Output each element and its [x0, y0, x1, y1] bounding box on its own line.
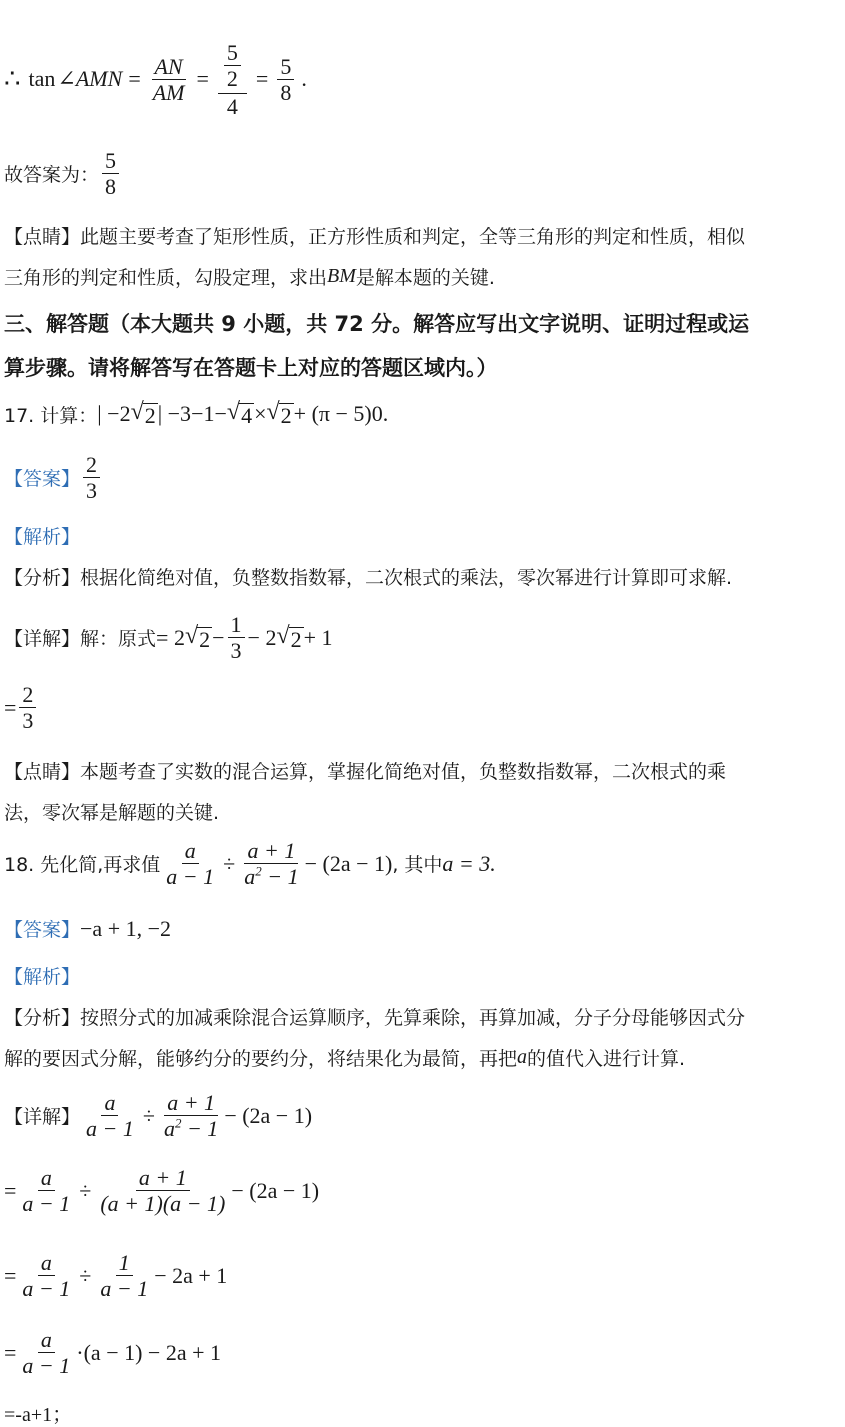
dianjing-tag: 【点睛】: [4, 761, 81, 783]
an-am-fraction: [150, 54, 188, 106]
four-denominator: 4: [226, 93, 238, 119]
therefore-symbol: ∴: [4, 64, 21, 94]
sqrt-4: √ 4: [226, 399, 253, 428]
q18-stem: [4, 838, 496, 890]
denominator: [161, 1116, 221, 1141]
answer-fraction: [102, 148, 119, 200]
numerator: a: [38, 1327, 55, 1353]
sqrt-2: √ 2: [266, 399, 292, 428]
q18-step5: =-a+1；: [4, 1404, 73, 1426]
xiangjie-tag: 【详解】: [4, 628, 81, 651]
a-over-a-minus-1: [19, 1327, 73, 1379]
numerator: 1: [116, 1250, 133, 1276]
equals: =: [196, 66, 209, 92]
q18-step4: [4, 1327, 221, 1379]
angle-text: ∠AMN: [57, 66, 123, 92]
dianjing-text: 本题考查了实数的混合运算，掌握化简绝对值，负整数指数幂，二次根式的乘: [80, 761, 727, 783]
sqrt-2: √ 2: [276, 622, 302, 652]
answer-line: [4, 148, 122, 200]
question-number: 17. 计算：: [4, 404, 98, 427]
numerator: a + 1: [244, 838, 298, 864]
section-heading-line1: 三、解答题（本大题共 9 小题，共 72 分。解答应写出文字说明、证明过程或运: [4, 312, 750, 336]
variable-a: a: [517, 1046, 528, 1068]
math-text: ·(a − 1) − 2a + 1: [76, 1339, 222, 1365]
exponent: 2: [174, 1115, 182, 1131]
exponent: 2: [255, 863, 262, 879]
denominator: 3: [230, 638, 242, 664]
denominator: 8: [105, 174, 117, 200]
radicand: 2: [280, 403, 292, 428]
q17-dianjing-line2: 法，零次幂是解题的关键.: [4, 802, 220, 824]
denominator: 2: [226, 66, 238, 92]
q18-step2: [4, 1165, 319, 1217]
fenxi-text: 解的要因式分解，能够约分的要约分，将结果化为最简，再把: [4, 1048, 518, 1070]
numerator: a: [101, 1090, 118, 1116]
result-fraction: [277, 54, 294, 106]
dianjing-text: 三角形的判定和性质，勾股定理，求出: [4, 267, 328, 289]
sqrt-2: √ 2: [130, 399, 156, 428]
condition: a = 3.: [442, 850, 496, 876]
tan-text: tan: [28, 66, 56, 92]
tail: − 1: [261, 864, 299, 890]
a-over-a-minus-1: [163, 838, 217, 890]
inner-fraction: [218, 40, 247, 94]
period: .: [382, 401, 389, 427]
numerator: 1: [228, 612, 245, 638]
answer-tag: 【答案】: [4, 919, 81, 941]
math-text: − 2: [247, 624, 277, 650]
q17-dianjing-line1: [4, 757, 726, 784]
denominator: a − 1: [100, 1276, 149, 1302]
bm-symbol: BM: [327, 265, 356, 287]
numerator: a: [38, 1250, 55, 1276]
answer-text: −a + 1, −2: [80, 915, 172, 941]
period: .: [301, 66, 307, 92]
sqrt-2: √ 2: [184, 622, 211, 652]
q18-answer: [4, 915, 171, 942]
math-text: | −2: [97, 401, 131, 427]
equals: =: [255, 66, 269, 92]
denominator: 8: [280, 79, 292, 105]
radicand: 2: [144, 403, 156, 428]
divide-sign: ÷: [142, 1102, 155, 1128]
tail: − 1: [181, 1116, 219, 1142]
numerator: 2: [19, 682, 36, 708]
factored-fraction: [97, 1165, 228, 1217]
a-over-a-minus-1: [83, 1090, 137, 1142]
radicand: 2: [199, 626, 211, 652]
am-denominator: AM: [152, 79, 185, 105]
math-text: − 2a + 1: [154, 1262, 228, 1288]
numerator: 5: [102, 148, 119, 174]
fenxi-tag: 【分析】: [4, 567, 81, 589]
dianjing-paragraph-line1: [4, 222, 745, 249]
answer-tag: 【答案】: [4, 468, 81, 491]
denominator: [241, 864, 301, 889]
denominator: a − 1: [22, 1276, 71, 1302]
fenxi-text: 按照分式的加减乘除混合运算顺序，先算乘除，再算加减，分子分母能够因式分: [80, 1007, 746, 1029]
q17-jiexi-tag: 【解析】: [4, 526, 81, 548]
denominator: (a + 1)(a − 1): [100, 1191, 226, 1217]
a-plus-1-over-a2-minus-1: [241, 838, 301, 890]
denominator: a − 1: [22, 1353, 71, 1379]
complex-fraction: [218, 40, 247, 119]
equals: =: [4, 1177, 17, 1203]
xiangjie-tag: 【详解】: [4, 1106, 81, 1129]
math-text: −: [214, 401, 227, 427]
q18-step3: [4, 1250, 227, 1302]
dianjing-text: 此题主要考查了矩形性质，正方形性质和判定，全等三角形的判定和性质，相似: [80, 226, 746, 248]
numerator: a + 1: [136, 1165, 190, 1191]
denominator: a − 1: [166, 864, 215, 890]
numerator: 5: [277, 54, 294, 80]
math-text: − (2a − 1): [231, 1177, 320, 1203]
divide-sign: ÷: [79, 1262, 92, 1288]
numerator: 5: [224, 40, 241, 66]
math-text: + (π − 5): [293, 401, 372, 427]
math-text: + 1: [303, 624, 333, 650]
fenxi-tag: 【分析】: [4, 1007, 81, 1029]
fenxi-text: 的值代入进行计算.: [527, 1048, 686, 1070]
tan-equation: [4, 40, 307, 119]
result-fraction: [19, 682, 36, 734]
numerator: a + 1: [164, 1090, 218, 1116]
radicand: 4: [241, 403, 253, 428]
math-text: ×: [254, 401, 267, 427]
exponent: 0: [371, 401, 383, 427]
q18-fenxi-line2: [4, 1044, 685, 1071]
base: a: [244, 864, 256, 890]
one-third-fraction: [228, 612, 245, 664]
exponent: −1: [191, 401, 215, 427]
math-text: − (2a − 1): [224, 1102, 313, 1128]
radicand: 2: [290, 626, 302, 652]
numerator: a: [38, 1165, 55, 1191]
one-over-a-minus-1: [97, 1250, 151, 1302]
section-heading-line2: 算步骤。请将解答写在答题卡上对应的答题区域内。）: [4, 356, 498, 380]
q17-stem: [4, 400, 388, 428]
an-numerator: AN: [152, 54, 186, 80]
xiangjie-text: 解：原式: [80, 628, 157, 651]
equals: =: [128, 66, 141, 92]
a-over-a-minus-1: [19, 1250, 73, 1302]
equals: =: [4, 1262, 17, 1288]
dianjing-text: 是解本题的关键.: [355, 267, 495, 289]
q17-xiangjie: [4, 612, 333, 664]
numerator: 2: [83, 452, 100, 478]
q18-step1: [4, 1090, 312, 1142]
base: a: [163, 1116, 175, 1142]
dianjing-paragraph-line2: [4, 263, 495, 290]
fenxi-text: 根据化简绝对值，负整数指数幂，二次根式的乘法，零次幂进行计算即可求解.: [80, 567, 733, 589]
equals: =: [4, 1339, 17, 1365]
denominator: a − 1: [86, 1116, 134, 1142]
denominator: a − 1: [22, 1191, 71, 1217]
five-halves: [224, 40, 241, 93]
q18-fenxi-line1: [4, 1003, 745, 1030]
math-text: | −3: [157, 401, 192, 427]
question-number: 18. 先化简,再求值: [4, 854, 161, 877]
math-text: − (2a − 1): [304, 850, 393, 876]
divide-sign: ÷: [79, 1177, 92, 1203]
numerator: a: [182, 838, 199, 864]
divide-sign: ÷: [223, 850, 236, 876]
denominator: 3: [86, 478, 98, 504]
math-text: = 2: [156, 624, 185, 650]
a-plus-1-over-a2-minus-1: [161, 1090, 221, 1142]
q18-jiexi-tag: 【解析】: [4, 966, 81, 988]
denominator: 3: [22, 708, 34, 734]
dianjing-tag: 【点睛】: [4, 226, 81, 248]
equals: =: [4, 694, 17, 720]
math-text: −: [212, 624, 225, 650]
answer-label: 故答案为：: [4, 164, 100, 187]
a-over-a-minus-1: [19, 1165, 73, 1217]
q17-answer: [4, 452, 103, 504]
stem-suffix: , 其中: [392, 854, 443, 877]
answer-fraction: [83, 452, 100, 504]
q17-result: [4, 682, 39, 734]
q17-fenxi: [4, 563, 732, 590]
